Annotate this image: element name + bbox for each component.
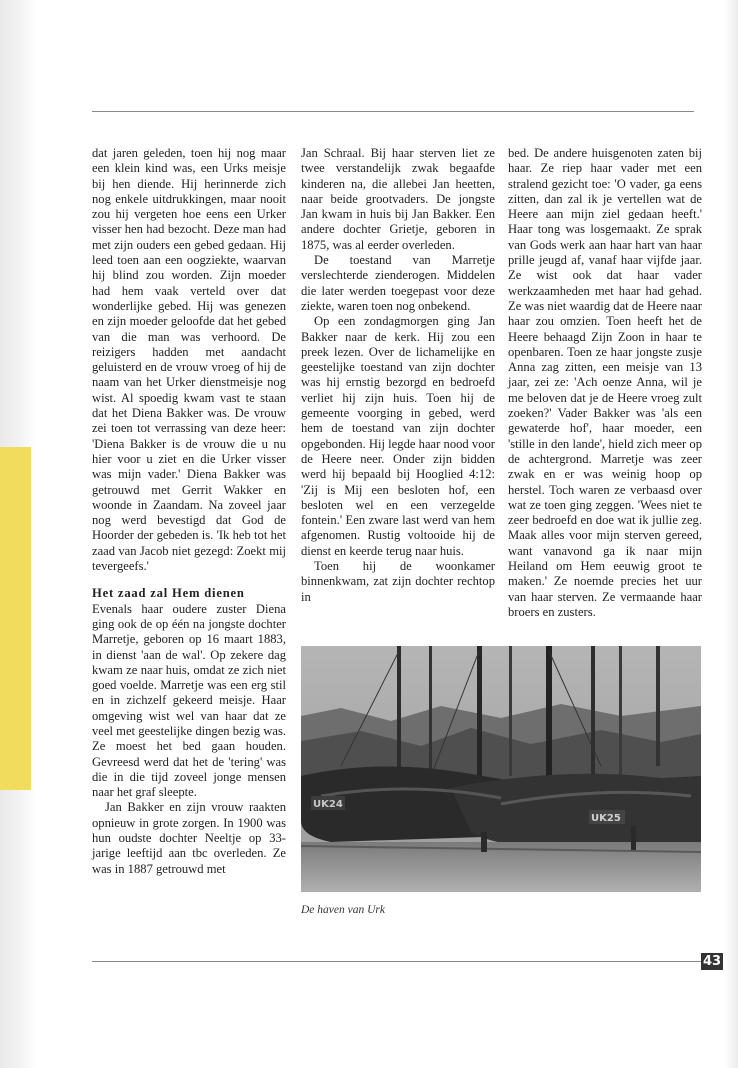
paragraph: bed. De andere huisgenoten zaten bij haar. Ze riep haar vader met een stralend gezicht toe: 'O vader, ga eens zitten, dan zal ik je vertellen wat de Heere aan mijn ziel gedaan heeft.' Haar tong was losgemaakt. Ze sprak van Gods werk aan haar hart van haar prille jeugd af, vanaf haar vijfde jaar. Ze wist ook dat haar vader werkzaamheden met haar had gehad. Ze was niet waardig dat de Heere naar haar zou omzien. Toen heeft het de Heere behaagd Zijn Zoon in haar te openbaren. Toen ze haar jongste zusje Anna zag zitten, een meisje van 13 jaar, zei ze: 'Ach oenze Anna, wil je me beloven dat je de Heere vroeg zult zoeken?' Vader Bakker was 'als een gewaterde hof', haar moeder, een 'stille in den lande', hield zich meer op de achtergrond. Marretje was zeer zwak en er was weinig hoop op herstel. Toch waren ze verbaasd over wat ze toen ging zeggen. 'Wees niet te zeer bedroefd en doe wat ik jullie zeg. Maak alles voor mijn sterven gereed, want vanavond ga ik naar mijn Heiland om Hem eeuwig groot te maken.' Ze noemde precies het uur van haar sterven. Ze vermaande haar broers en zusters. [508,146,702,619]
paragraph: Jan Schraal. Bij haar sterven liet ze twee verstandelijk zwak begaafde kinderen na, die allebei Jan heetten, naar beide grootvaders. De jongste Jan kwam in huis bij Jan Bakker. Een andere dochter Grietje, geboren in 1875, was al eerder overleden. [301,146,495,252]
paragraph: Jan Bakker en zijn vrouw raakten opnieuw in grote zorgen. In 1900 was hun oudste dochter Neeltje op 33-jarige leeftijd aan tbc overleden. Ze was in 1887 getrouwd met [92,800,286,876]
paragraph: Op een zondagmorgen ging Jan Bakker naar de kerk. Hij zou een preek lezen. Over de lichamelijke en geestelijke toestand van zijn dochter was hij ernstig bezorgd en bedroefd verliet hij zijn huis. Toen hij de gemeente voorging in gebed, werd hem de toestand van zijn dochter opgebonden. Hij legde haar nood voor de Heere neer. Onder zijn bidden werd hij bepaald bij Hooglied 4:12: 'Zij is Mij een besloten hof, een besloten wel en een verzegelde fontein.' Een zware last werd van hem afgenomen. Rustig voltooide hij de dienst en keerde terug naar huis. [301,314,495,558]
paragraph: Toen hij de woonkamer binnenkwam, zat zijn dochter rechtop in [301,559,495,604]
harbour-photo-drawing [301,646,701,892]
boat-number-left: UK24 [313,799,343,810]
section-heading: Het zaad zal Hem dienen [92,586,245,601]
chapter-marker-tab [0,447,31,790]
photo-caption: De haven van Urk [301,904,385,916]
harbour-photo [301,646,701,892]
footer-rule [92,961,701,962]
paragraph: Evenals haar oudere zuster Diena ging ook de op één na jongste dochter Marretje, geboren op 16 maart 1883, in dienst 'aan de wal'. Op zekere dag kwam ze naar huis, omdat ze zich niet goed voelde. Marretje was een erg stil en in zichzelf gekeerd meisje. Haar omgeving wist wel van haar dat ze veel met geestelijke dingen bezig was. Ze moest het bed gaan houden. Gevreesd werd dat het de 'tering' was die in die tijd zoveel jonge mensen naar het graf sleepte. [92,601,286,800]
text-column-2 [301,146,495,605]
page-edge [724,0,738,1068]
paragraph: De toestand van Marretje verslechterde zienderogen. Middelen die later werden toegepast voor deze ziekte, waren toen nog onbekend. [301,253,495,313]
text-column-1 [92,146,286,877]
page-number: 43 [702,954,722,969]
text-column-3 [508,146,702,620]
boat-number-right: UK25 [591,813,621,824]
paragraph: dat jaren geleden, toen hij nog maar een klein kind was, een Urks meisje bij hen diende. Hij herinnerde zich nog enkele uitdrukkingen, maar nooit zou hij vergeten hoe eens een Urker visser hen had bezocht. Deze man had met zijn ouders een gebed gedaan. Hij leed toen aan een oogziekte, waarvan hij blind zou worden. Zijn moeder had hem vaak verteld over dat wonderlijke gebed. Hij was genezen en zijn moeder geloofde dat het gebed van die man was verhoord. De reizigers hadden met aandacht geluisterd en de vrouw vroeg of hij de naam van het Urker dienstmeisje nog wist. Al spoedig kwam vast te staan dat het Diena Bakker was. De vrouw zei toen tot verrassing van deze heer: 'Diena Bakker is de vrouw die u nu hier voor u ziet en die Urker visser was mijn vader.' Diena Bakker was getrouwd met Gerrit Wakker en woonde in Zaandam. Na zoveel jaar nog werd bevestigd dat God de Hoorder der gebeden is. 'Ik heb tot het zaad van Jacob niet gezegd: Zoekt mij tevergeefs.' [92,146,286,574]
header-rule [92,111,694,112]
